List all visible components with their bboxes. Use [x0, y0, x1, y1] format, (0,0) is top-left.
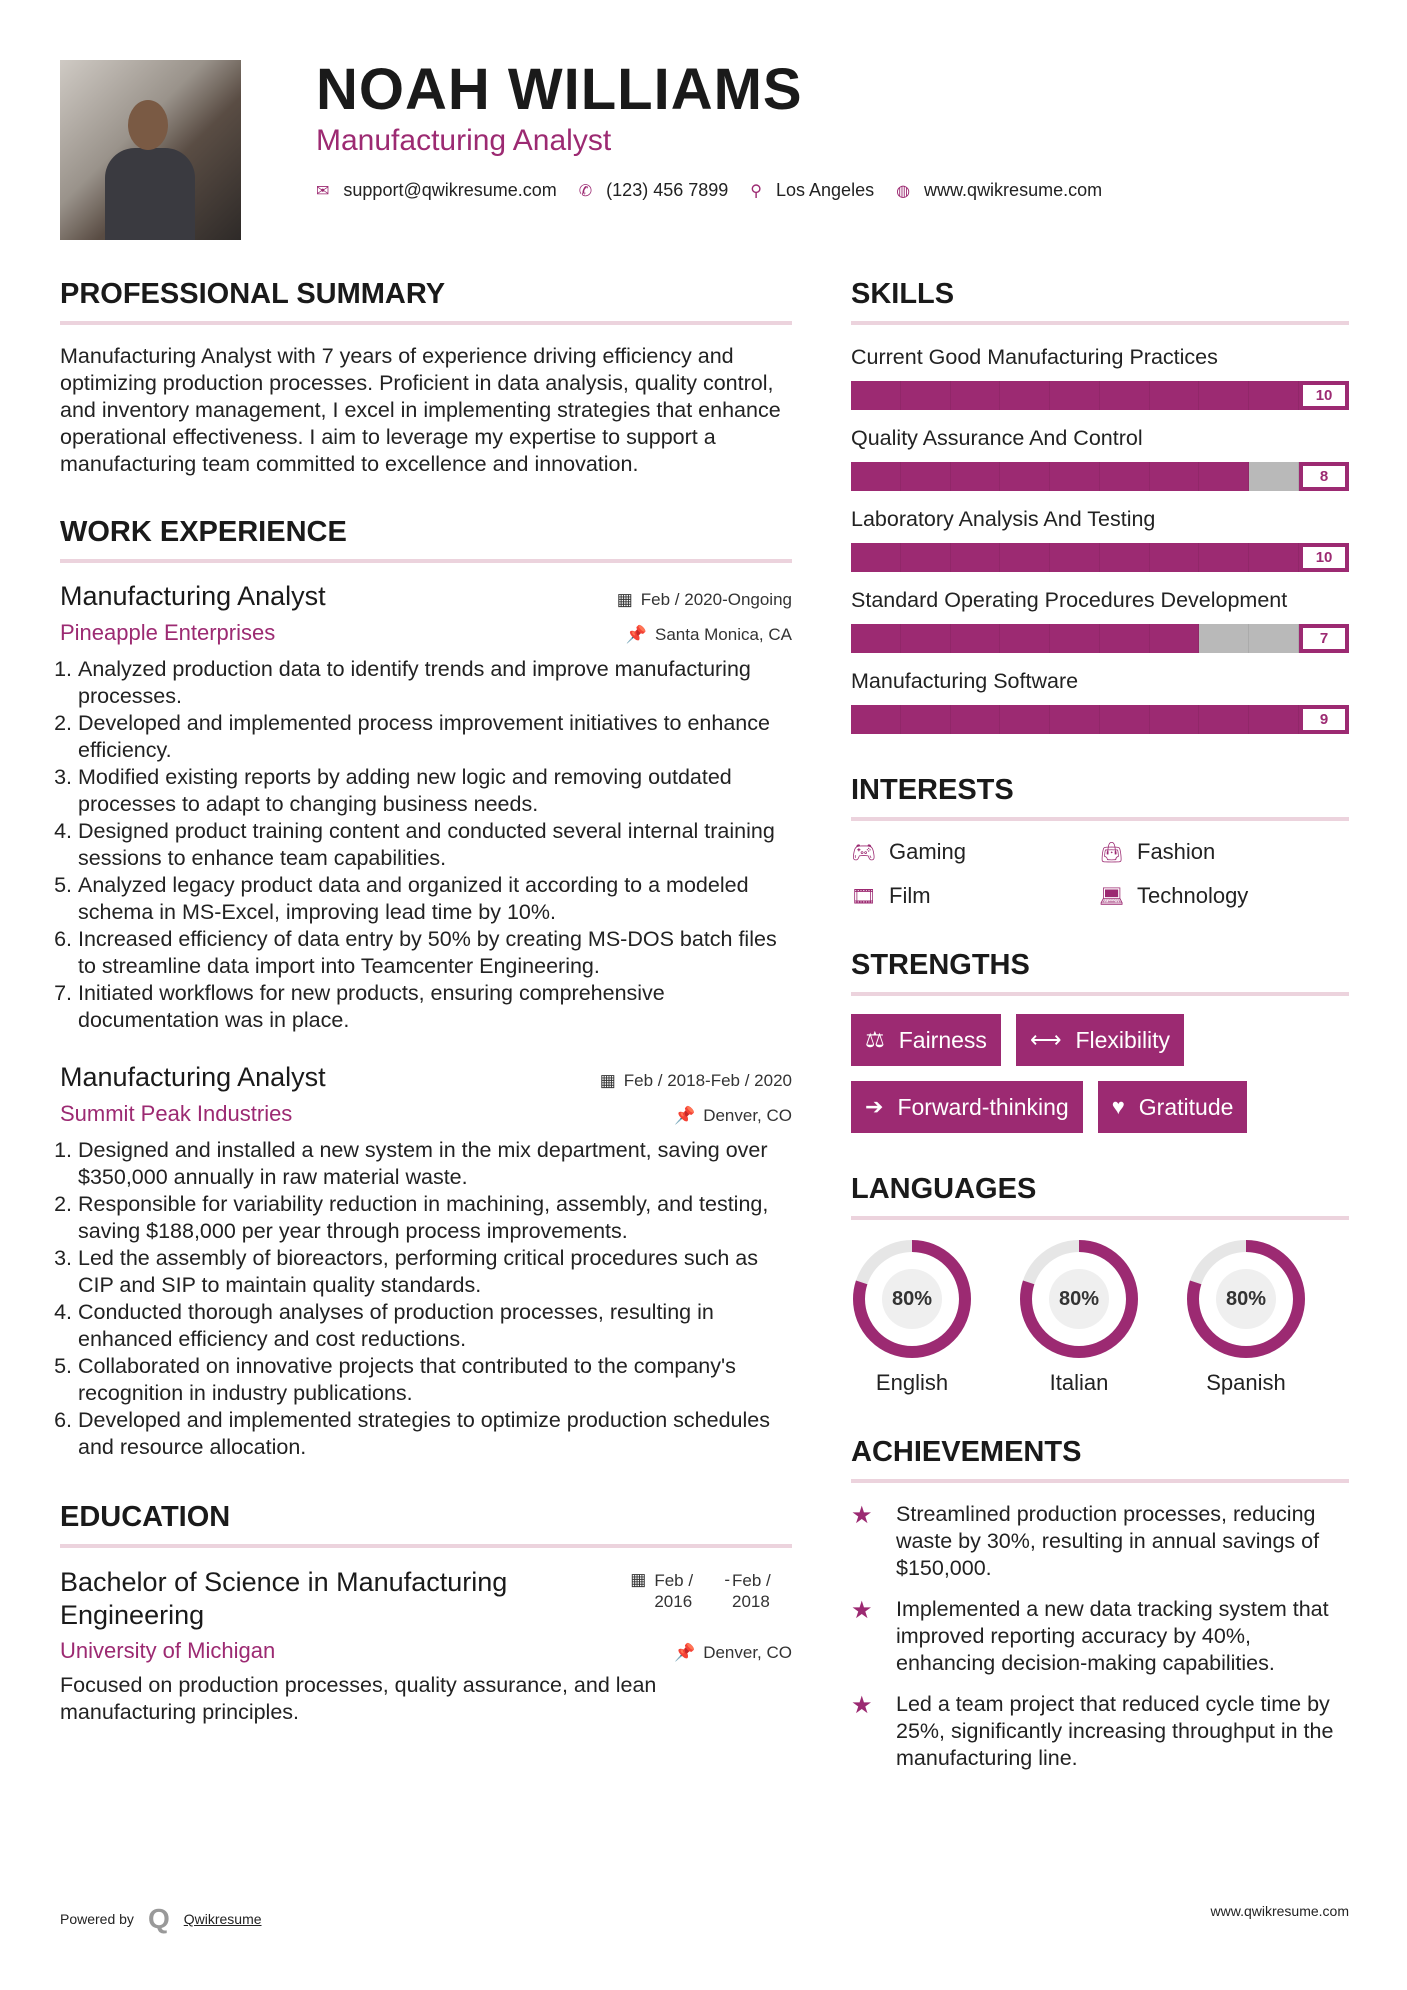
pin-icon: 📌 — [674, 1643, 696, 1662]
strengths-heading: STRENGTHS — [851, 949, 1349, 996]
skill-bar-segment — [1050, 381, 1100, 410]
skill-bar-segment — [1199, 543, 1249, 572]
job-bullet: 3. Modified existing reports by adding new logic and removing outdated processes to adapt to changing business needs. — [78, 764, 792, 818]
education-text: Focused on production processes, quality assurance, and lean manufacturing principles. — [60, 1673, 657, 1724]
skill-level: 8 — [1299, 462, 1349, 491]
achievement-item — [851, 1596, 1349, 1677]
skill-level: 10 — [1299, 381, 1349, 410]
arrows-h-icon: ⟷ — [1029, 1027, 1062, 1052]
skill-bar-segment — [951, 381, 1001, 410]
candidate-name: NOAH WILLIAMS — [316, 57, 803, 122]
achievement-text: Led a team project that reduced cycle time by 25%, significantly increasing throughput in the manufacturing line. — [896, 1692, 1334, 1770]
skills-heading: SKILLS — [851, 278, 1349, 325]
skill-bar-segment — [1050, 624, 1100, 653]
skill-bar-segment — [1249, 624, 1299, 653]
skill-bar-segment — [1000, 705, 1050, 734]
skill-bar-segment — [1249, 705, 1299, 734]
skill-label: Standard Operating Procedures Development — [851, 588, 1288, 612]
interest-item — [851, 883, 1099, 909]
skill-bar-segment — [1199, 462, 1249, 491]
job-title: Manufacturing Analyst — [60, 581, 326, 611]
interest-label: Film — [889, 883, 931, 908]
skill-bar — [851, 462, 1349, 491]
phone-icon: ✆ — [578, 182, 593, 200]
skill-bar-segment — [1150, 624, 1200, 653]
skill-bar-segment — [901, 381, 951, 410]
skill-bar-segment — [1150, 543, 1200, 572]
job-date: Feb / 2018-Feb / 2020 — [623, 1071, 792, 1090]
skill-level: 9 — [1299, 705, 1349, 734]
degree: Bachelor of Science in Manufacturing Engineering — [60, 1567, 508, 1630]
achievements-heading: ACHIEVEMENTS — [851, 1436, 1349, 1483]
scale-icon: ⚖ — [865, 1027, 885, 1052]
skill-item — [851, 424, 1349, 491]
language-label: English — [875, 1370, 949, 1395]
skill-bar-segment — [951, 543, 1001, 572]
language-label: Spanish — [1206, 1370, 1286, 1395]
education-entry: Bachelor of Science in Manufacturing Engineering ▦ Feb / 2016 - Feb / 2018 — [60, 1566, 792, 1632]
achievement-item — [851, 1501, 1349, 1582]
skill-bar-segment — [1150, 462, 1200, 491]
laptop-icon: 💻︎ — [1099, 885, 1125, 908]
skill-label: Laboratory Analysis And Testing — [851, 507, 1156, 531]
skill-bar-segment — [1000, 624, 1050, 653]
language-item — [1185, 1238, 1307, 1396]
skill-label: Quality Assurance And Control — [851, 426, 1143, 450]
interest-label: Fashion — [1137, 839, 1216, 864]
language-percent: 80% — [1216, 1269, 1276, 1329]
skill-level: 7 — [1299, 624, 1349, 653]
language-ring — [1018, 1238, 1140, 1360]
calendar-icon: ▦ — [630, 1570, 647, 1589]
skill-bar-segment — [1100, 624, 1150, 653]
job-bullet: 1. Analyzed production data to identify trends and improve manufacturing processes. — [78, 656, 792, 710]
strength-label: Fairness — [898, 1026, 987, 1053]
job-bullet: 7. Initiated workflows for new products, ensuring comprehensive documentation was in place. — [78, 980, 792, 1034]
job-bullets — [60, 1137, 792, 1461]
right-column — [851, 278, 1349, 1786]
skill-bar-segment — [851, 624, 901, 653]
achievement-text: Implemented a new data tracking system that improved reporting accuracy by 40%, enhancing decision-making capabilities. — [896, 1597, 1329, 1675]
skill-bar-segment — [851, 543, 901, 572]
interest-item — [1099, 839, 1349, 865]
job-bullets — [60, 656, 792, 1034]
language-label: Italian — [1049, 1370, 1109, 1395]
job-bullet: 4. Conducted thorough analyses of production processes, resulting in enhanced efficiency and cost reductions. — [78, 1299, 792, 1353]
skill-bar-segment — [1100, 705, 1150, 734]
skill-bar-segment — [1000, 543, 1050, 572]
skill-bar-segment — [1100, 462, 1150, 491]
candidate-title: Manufacturing Analyst — [316, 124, 612, 157]
footer-site[interactable]: www.qwikresume.com — [1210, 1903, 1349, 1919]
language-percent: 80% — [1049, 1269, 1109, 1329]
skill-bar-segment — [1199, 381, 1249, 410]
job-entry — [60, 581, 792, 1034]
calendar-icon: ▦ — [616, 590, 633, 609]
edu-end: Feb / 2018 — [732, 1571, 771, 1611]
achievement-item — [851, 1691, 1349, 1772]
skill-bar-segment — [1000, 381, 1050, 410]
skill-bar-segment — [1150, 705, 1200, 734]
heart-icon: ♥ — [1111, 1094, 1125, 1119]
strength-label: Gratitude — [1138, 1093, 1234, 1120]
left-column — [60, 278, 792, 1726]
powered-label: Powered by — [60, 1911, 134, 1927]
languages-heading: LANGUAGES — [851, 1173, 1349, 1220]
job-title: Manufacturing Analyst — [60, 1062, 326, 1092]
email[interactable]: support@qwikresume.com — [343, 180, 557, 200]
pin-icon: 📌 — [625, 625, 647, 644]
school: University of Michigan — [60, 1638, 276, 1663]
skill-item — [851, 343, 1349, 410]
star-icon: ★ — [851, 1597, 873, 1624]
skill-bar-segment — [901, 543, 951, 572]
arrow-right-icon: ➔ — [865, 1094, 884, 1119]
skill-bar-segment — [1050, 462, 1100, 491]
skill-bar — [851, 705, 1349, 734]
job-bullet: 5. Collaborated on innovative projects that contributed to the company's recognition in industry publications. — [78, 1353, 792, 1407]
skill-item — [851, 667, 1349, 734]
interest-label: Technology — [1137, 883, 1249, 908]
gamepad-icon: 🎮︎ — [851, 841, 877, 864]
language-item — [1018, 1238, 1140, 1396]
skill-level: 10 — [1299, 543, 1349, 572]
strength-tag — [1098, 1081, 1248, 1133]
pin-icon: 📌 — [674, 1106, 696, 1125]
job-location: Denver, CO — [703, 1106, 792, 1125]
calendar-icon: ▦ — [599, 1071, 616, 1090]
skill-bar-segment — [951, 462, 1001, 491]
language-percent: 80% — [882, 1269, 942, 1329]
interests-heading: INTERESTS — [851, 774, 1349, 821]
job-bullet: 6. Increased efficiency of data entry by 50% by creating MS-DOS batch files to streamline data import into Teamcenter Engineering. — [78, 926, 792, 980]
star-icon: ★ — [851, 1502, 873, 1529]
skill-bar-segment — [1249, 381, 1299, 410]
qwikresume-logo-icon: Q — [147, 1903, 170, 1934]
skill-bar-segment — [1050, 705, 1100, 734]
skill-bar — [851, 624, 1349, 653]
phone: (123) 456 7899 — [606, 180, 729, 200]
language-item — [851, 1238, 973, 1396]
strength-tag — [851, 1014, 1001, 1066]
education-heading: EDUCATION — [60, 1501, 792, 1548]
profile-photo — [60, 60, 241, 240]
job-bullet: 2. Responsible for variability reduction in machining, assembly, and testing, saving $188,000 per year through process improvements. — [78, 1191, 792, 1245]
edu-location: Denver, CO — [703, 1643, 792, 1662]
skill-bar-segment — [1249, 543, 1299, 572]
brand-link[interactable]: Qwikresume — [183, 1911, 262, 1927]
skill-label: Current Good Manufacturing Practices — [851, 345, 1218, 369]
strength-label: Flexibility — [1075, 1026, 1171, 1053]
job-date: Feb / 2020-Ongoing — [640, 590, 792, 609]
job-location: Santa Monica, CA — [654, 625, 792, 644]
strength-tag — [1016, 1014, 1184, 1066]
skill-bar-segment — [1249, 462, 1299, 491]
job-bullet: 5. Analyzed legacy product data and organized it according to a modeled schema in MS-Excel, improving lead time by 10%. — [78, 872, 792, 926]
skill-bar-segment — [1199, 624, 1249, 653]
summary-heading: PROFESSIONAL SUMMARY — [60, 278, 792, 325]
skill-bar-segment — [901, 462, 951, 491]
company: Summit Peak Industries — [60, 1101, 293, 1126]
skill-bar-segment — [901, 705, 951, 734]
skill-bar-segment — [1050, 543, 1100, 572]
job-bullet: 2. Developed and implemented process improvement initiatives to enhance efficiency. — [78, 710, 792, 764]
film-icon: 🎞︎ — [851, 885, 877, 908]
interest-item — [851, 839, 1099, 865]
skill-bar-segment — [1199, 705, 1249, 734]
company: Pineapple Enterprises — [60, 620, 276, 645]
interest-item — [1099, 883, 1349, 909]
skill-item — [851, 505, 1349, 572]
job-bullet: 4. Designed product training content and conducted several internal training sessions to enhance team capabilities. — [78, 818, 792, 872]
location-icon: ⚲ — [750, 182, 762, 200]
skill-bar — [851, 543, 1349, 572]
job-bullet: 1. Designed and installed a new system in the mix department, saving over $350,000 annually in raw material waste. — [78, 1137, 792, 1191]
location: Los Angeles — [776, 180, 875, 200]
summary-text: Manufacturing Analyst with 7 years of experience driving efficiency and optimizing production processes. Proficient in data analysis, quality control, and inventory management, I excel in implementing strategies that enhance operational effectiveness. I aim to leverage my expertise to support a manufacturing team committed to excellence and innovation. — [60, 344, 781, 476]
job-bullet: 3. Led the assembly of bioreactors, performing critical procedures such as CIP and SIP to maintain quality standards. — [78, 1245, 792, 1299]
globe-icon: ◍ — [896, 182, 911, 200]
email-icon: ✉ — [316, 182, 330, 200]
skill-bar-segment — [851, 381, 901, 410]
skill-bar-segment — [951, 705, 1001, 734]
skill-bar — [851, 381, 1349, 410]
star-icon: ★ — [851, 1692, 873, 1719]
skill-item — [851, 586, 1349, 653]
powered-by — [60, 1903, 262, 1935]
skill-bar-segment — [1100, 543, 1150, 572]
skill-bar-segment — [951, 624, 1001, 653]
website[interactable]: www.qwikresume.com — [924, 180, 1103, 200]
contact-bar — [316, 180, 1124, 201]
skill-bar-segment — [851, 705, 901, 734]
language-ring — [1185, 1238, 1307, 1360]
interest-label: Gaming — [889, 839, 967, 864]
language-ring — [851, 1238, 973, 1360]
skill-bar-segment — [1000, 462, 1050, 491]
achievement-text: Streamlined production processes, reducing waste by 30%, resulting in annual savings of $150,000. — [896, 1502, 1320, 1580]
job-bullet: 6. Developed and implemented strategies to optimize production schedules and resource allocation. — [78, 1407, 792, 1461]
skill-bar-segment — [901, 624, 951, 653]
strength-tag — [851, 1081, 1083, 1133]
edu-start: Feb / 2016 — [654, 1571, 694, 1611]
strength-label: Forward-thinking — [897, 1093, 1069, 1120]
job-entry — [60, 1062, 792, 1461]
skill-bar-segment — [851, 462, 901, 491]
skill-bar-segment — [1150, 381, 1200, 410]
skill-label: Manufacturing Software — [851, 669, 1079, 693]
bag-icon: 👜︎ — [1099, 841, 1125, 864]
experience-heading: WORK EXPERIENCE — [60, 516, 792, 563]
skill-bar-segment — [1100, 381, 1150, 410]
